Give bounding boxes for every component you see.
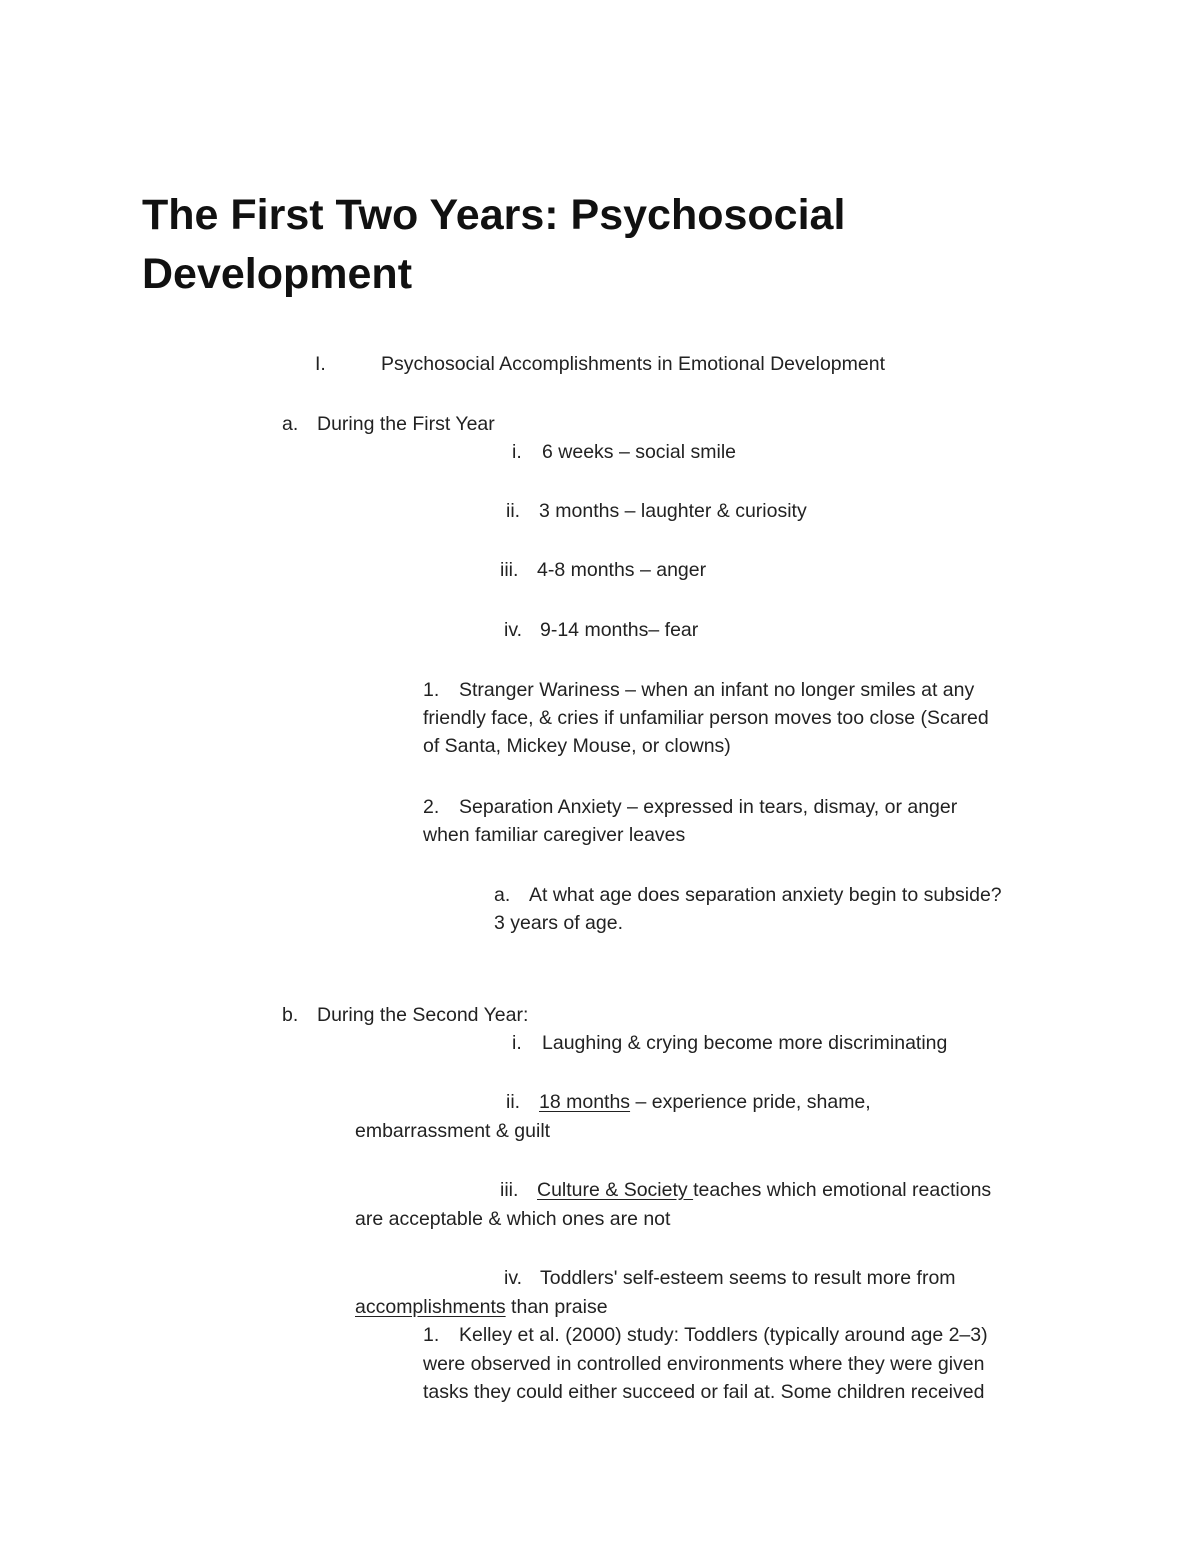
subsection-marker: b. xyxy=(282,1004,299,1026)
document-title-line-2: Development xyxy=(142,250,413,298)
underlined-term: Culture & Society xyxy=(537,1179,694,1201)
list-marker: ii. xyxy=(506,1091,521,1113)
list-item-line xyxy=(355,1293,608,1321)
list-marker: iii. xyxy=(500,1179,519,1201)
subsection-heading: During the Second Year: xyxy=(317,1004,529,1026)
paragraph-line: Separation Anxiety – expressed in tears, dismay, or anger xyxy=(459,796,958,818)
list-item: 4-8 months – anger xyxy=(537,559,707,581)
underlined-term: accomplishments xyxy=(355,1296,506,1318)
list-item-continuation: are acceptable & which ones are not xyxy=(355,1208,671,1230)
list-item: Laughing & crying become more discriminating xyxy=(542,1032,948,1054)
section-marker: I. xyxy=(315,353,326,375)
list-marker: iv. xyxy=(504,1267,523,1289)
section-heading: Psychosocial Accomplishments in Emotional Development xyxy=(381,353,885,375)
list-item-text: – experience pride, shame, xyxy=(630,1091,871,1113)
list-item-text: than praise xyxy=(505,1296,608,1318)
numbered-marker: 1. xyxy=(423,679,440,701)
subsection-heading: During the First Year xyxy=(317,413,495,435)
paragraph-line: tasks they could either succeed or fail at. Some children received xyxy=(423,1381,985,1403)
list-item-line xyxy=(537,1176,991,1204)
list-item-text: teaches which emotional reactions xyxy=(693,1179,992,1201)
list-marker: ii. xyxy=(506,500,521,522)
list-marker: iv. xyxy=(504,619,523,641)
paragraph-line: Kelley et al. (2000) study: Toddlers (typically around age 2–3) xyxy=(459,1324,988,1346)
list-item: 9-14 months– fear xyxy=(540,619,699,641)
paragraph-line: Stranger Wariness – when an infant no longer smiles at any xyxy=(459,679,975,701)
numbered-marker: 1. xyxy=(423,1324,440,1346)
underlined-term: 18 months xyxy=(539,1091,631,1113)
document-title-line-1: The First Two Years: Psychosocial xyxy=(142,191,846,239)
list-item: 6 weeks – social smile xyxy=(542,441,736,463)
list-item: 3 months – laughter & curiosity xyxy=(539,500,807,522)
answer-text: 3 years of age. xyxy=(494,912,623,934)
subsection-marker: a. xyxy=(282,413,299,435)
numbered-marker: 2. xyxy=(423,796,440,818)
list-item-text: Toddlers' self-esteem seems to result more from xyxy=(540,1267,956,1289)
paragraph-line: were observed in controlled environments where they were given xyxy=(423,1353,985,1375)
question-marker: a. xyxy=(494,884,511,906)
list-item-continuation: embarrassment & guilt xyxy=(355,1120,551,1142)
list-marker: i. xyxy=(512,441,522,463)
paragraph-line: when familiar caregiver leaves xyxy=(423,824,686,846)
list-item-line xyxy=(539,1088,871,1116)
paragraph-line: friendly face, & cries if unfamiliar person moves too close (Scared xyxy=(423,707,989,729)
list-marker: iii. xyxy=(500,559,519,581)
list-marker: i. xyxy=(512,1032,522,1054)
question-text: At what age does separation anxiety begin to subside? xyxy=(529,884,1002,906)
paragraph-line: of Santa, Mickey Mouse, or clowns) xyxy=(423,735,731,757)
